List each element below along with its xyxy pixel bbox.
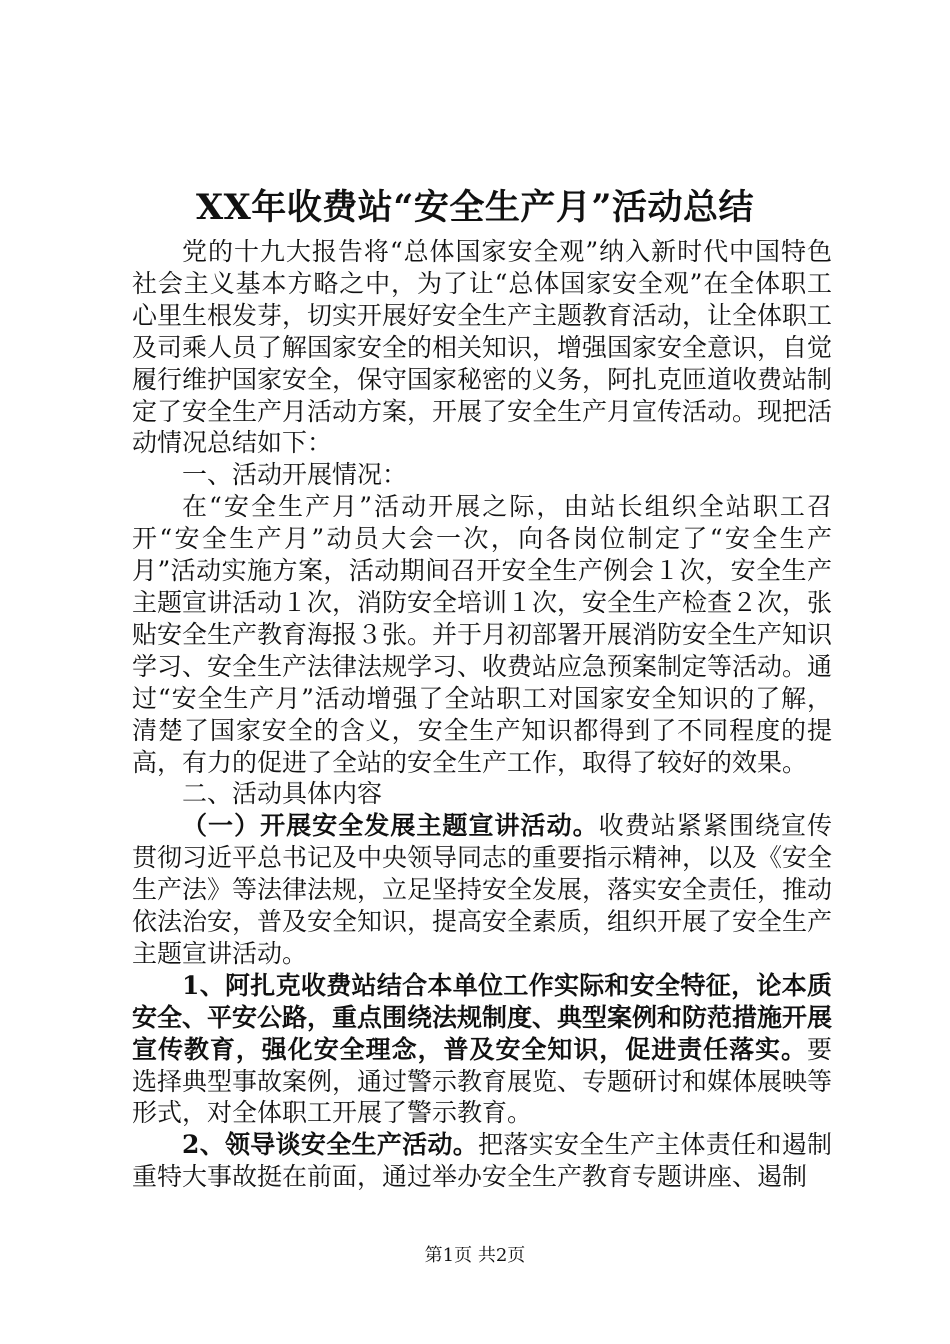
item1-text: 收费站紧紧围绕宣传贯彻习近平总书记及中央领导同志的重要指示精神，以及《安全生产法》等法律法规，立足坚持安全发展，落实安全责任，推动依法治安，普及安全知识，提高安全素质，组织开展了安全生产主题宣讲活动。 bbox=[132, 811, 833, 968]
section1-paragraph: 在“安全生产月”活动开展之际，由站长组织全站职工召开“安全生产月”动员大会一次，向各岗位制定了“安全生产月”活动实施方案，活动期间召开安全生产例会１次，安全生产主题宣讲活动１次，消防安全培训１次，安全生产检查２次，张贴安全生产教育海报３张。并于月初部署开展消防安全生产知识学习、安全生产法律法规学习、收费站应急预案制定等活动。通过“安全生产月”活动增强了全站职工对国家安全知识的了解，清楚了国家安全的含义，安全生产知识都得到了不同程度的提高，有力的促进了全站的安全生产工作，取得了较好的效果。 bbox=[132, 492, 833, 777]
point2-text: 把落实安全生产主体责任和遏制重特大事故挺在前面，通过举办安全生产教育专题讲座、遏制 bbox=[132, 1130, 832, 1192]
item1-lead: （一）开展安全发展主题宣讲活动。 bbox=[182, 811, 599, 841]
section2-heading: 二、活动具体内容 bbox=[182, 779, 383, 809]
section1-heading: 一、活动开展情况： bbox=[182, 460, 408, 490]
page-footer: 第1页 共2页 bbox=[424, 1245, 526, 1266]
point1-bold-text: 1、阿扎克收费站结合本单位工作实际和安全特征，论本质安全、平安公路，重点围绕法规制度、典型案例和防范措施开展宣传教育，强化安全理念，普及安全知识，促进责任落实。 bbox=[132, 970, 833, 1064]
document-title: XX年收费站“安全生产月”活动总结 bbox=[195, 187, 755, 228]
intro-paragraph: 党的十九大报告将“总体国家安全观”纳入新时代中国特色社会主义基本方略之中，为了让“总体国家安全观”在全体职工心里生根发芽，切实开展好安全生产主题教育活动，让全体职工及司乘人员了解国家安全的相关知识，增强国家安全意识，自觉履行维护国家安全，保守国家秘密的义务，阿扎克匝道收费站制定了安全生产月活动方案，开展了安全生产月宣传活动。现把活动情况总结如下： bbox=[132, 237, 833, 458]
point2-lead: 2、领导谈安全生产活动。 bbox=[182, 1130, 479, 1160]
point1-paragraph bbox=[132, 970, 832, 1130]
document-body bbox=[132, 236, 832, 1193]
point1-text: 要选择典型事故案例，通过警示教育展览、专题研讨和媒体展映等形式，对全体职工开展了警示教育。 bbox=[132, 1034, 833, 1128]
item1-paragraph bbox=[132, 810, 832, 970]
point2-paragraph bbox=[132, 1129, 832, 1193]
